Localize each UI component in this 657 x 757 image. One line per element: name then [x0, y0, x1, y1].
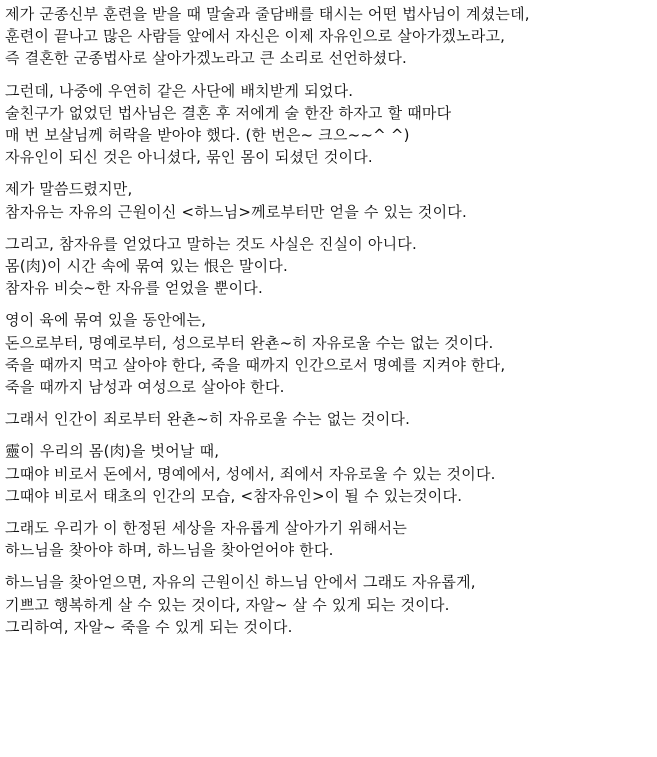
- text-line: 영이 육에 묶여 있을 동안에는,: [5, 311, 207, 330]
- paragraph: [5, 233, 653, 300]
- text-line: 자유인이 되신 것은 아니셨다, 묶인 몸이 되셨던 것이다.: [5, 148, 373, 167]
- text-line: 몸(肉)이 시간 속에 묶여 있는 恨은 말이다.: [5, 257, 288, 276]
- paragraph: [5, 440, 653, 507]
- document-body: [5, 3, 653, 648]
- text-line: 죽을 때까지 남성과 여성으로 살아야 한다.: [5, 378, 285, 397]
- text-line: 그때야 비로서 돈에서, 명예에서, 성에서, 죄에서 자유로울 수 있는 것이다.: [5, 464, 496, 483]
- paragraph: [5, 408, 653, 430]
- paragraph: [5, 178, 653, 222]
- text-line: 그때야 비로서 태초의 인간의 모습, <참자유인>이 될 수 있는것이다.: [5, 486, 463, 505]
- paragraph: [5, 571, 653, 638]
- text-line: 하느님을 찾아얻으면, 자유의 근원이신 하느님 안에서 그래도 자유롭게,: [5, 573, 476, 592]
- text-line: 참자유는 자유의 근원이신 <하느님>께로부터만 얻을 수 있는 것이다.: [5, 202, 467, 221]
- text-line: 靈이 우리의 몸(肉)을 벗어날 때,: [5, 442, 220, 461]
- paragraph: [5, 309, 653, 398]
- paragraph: [5, 80, 653, 169]
- text-line: 매 번 보살님께 허락을 받아야 했다. (한 번은~ 크으~~^ ^): [5, 126, 410, 145]
- text-line: 그리고, 참자유를 얻었다고 말하는 것도 사실은 진실이 아니다.: [5, 234, 417, 253]
- text-line: 돈으로부터, 명예로부터, 성으로부터 완쵼~히 자유로울 수는 없는 것이다.: [5, 333, 494, 352]
- text-line: 하느님을 찾아야 하며, 하느님을 찾아얻어야 한다.: [5, 541, 334, 560]
- text-line: 그리하여, 자알~ 죽을 수 있게 되는 것이다.: [5, 617, 293, 636]
- text-line: 그래서 인간이 죄로부터 완쵼~히 자유로울 수는 없는 것이다.: [5, 410, 411, 429]
- text-line: 제가 말씀드렸지만,: [5, 180, 133, 199]
- text-line: 즉 결혼한 군종법사로 살아가겠노라고 큰 소리로 선언하셨다.: [5, 49, 408, 68]
- paragraph: [5, 3, 653, 70]
- text-line: 훈련이 끝나고 많은 사람들 앞에서 자신은 이제 자유인으로 살아가겠노라고,: [5, 27, 506, 46]
- text-line: 기쁘고 행복하게 살 수 있는 것이다, 자알~ 살 수 있게 되는 것이다.: [5, 595, 450, 614]
- text-line: 제가 군종신부 훈련을 받을 때 말술과 줄담배를 태시는 어떤 법사님이 계셨는데,: [5, 5, 530, 23]
- text-line: 그래도 우리가 이 한정된 세상을 자유롭게 살아가기 위해서는: [5, 519, 408, 538]
- text-line: 그런데, 나중에 우연히 같은 사단에 배치받게 되었다.: [5, 81, 354, 100]
- text-line: 술친구가 없었던 법사님은 결혼 후 저에게 술 한잔 하자고 할 때마다: [5, 103, 452, 122]
- text-line: 참자유 비슷~한 자유를 얻었을 뿐이다.: [5, 279, 263, 298]
- text-line: 죽을 때까지 먹고 살아야 한다, 죽을 때까지 인간으로서 명예를 지켜야 한다,: [5, 355, 506, 374]
- paragraph: [5, 517, 653, 561]
